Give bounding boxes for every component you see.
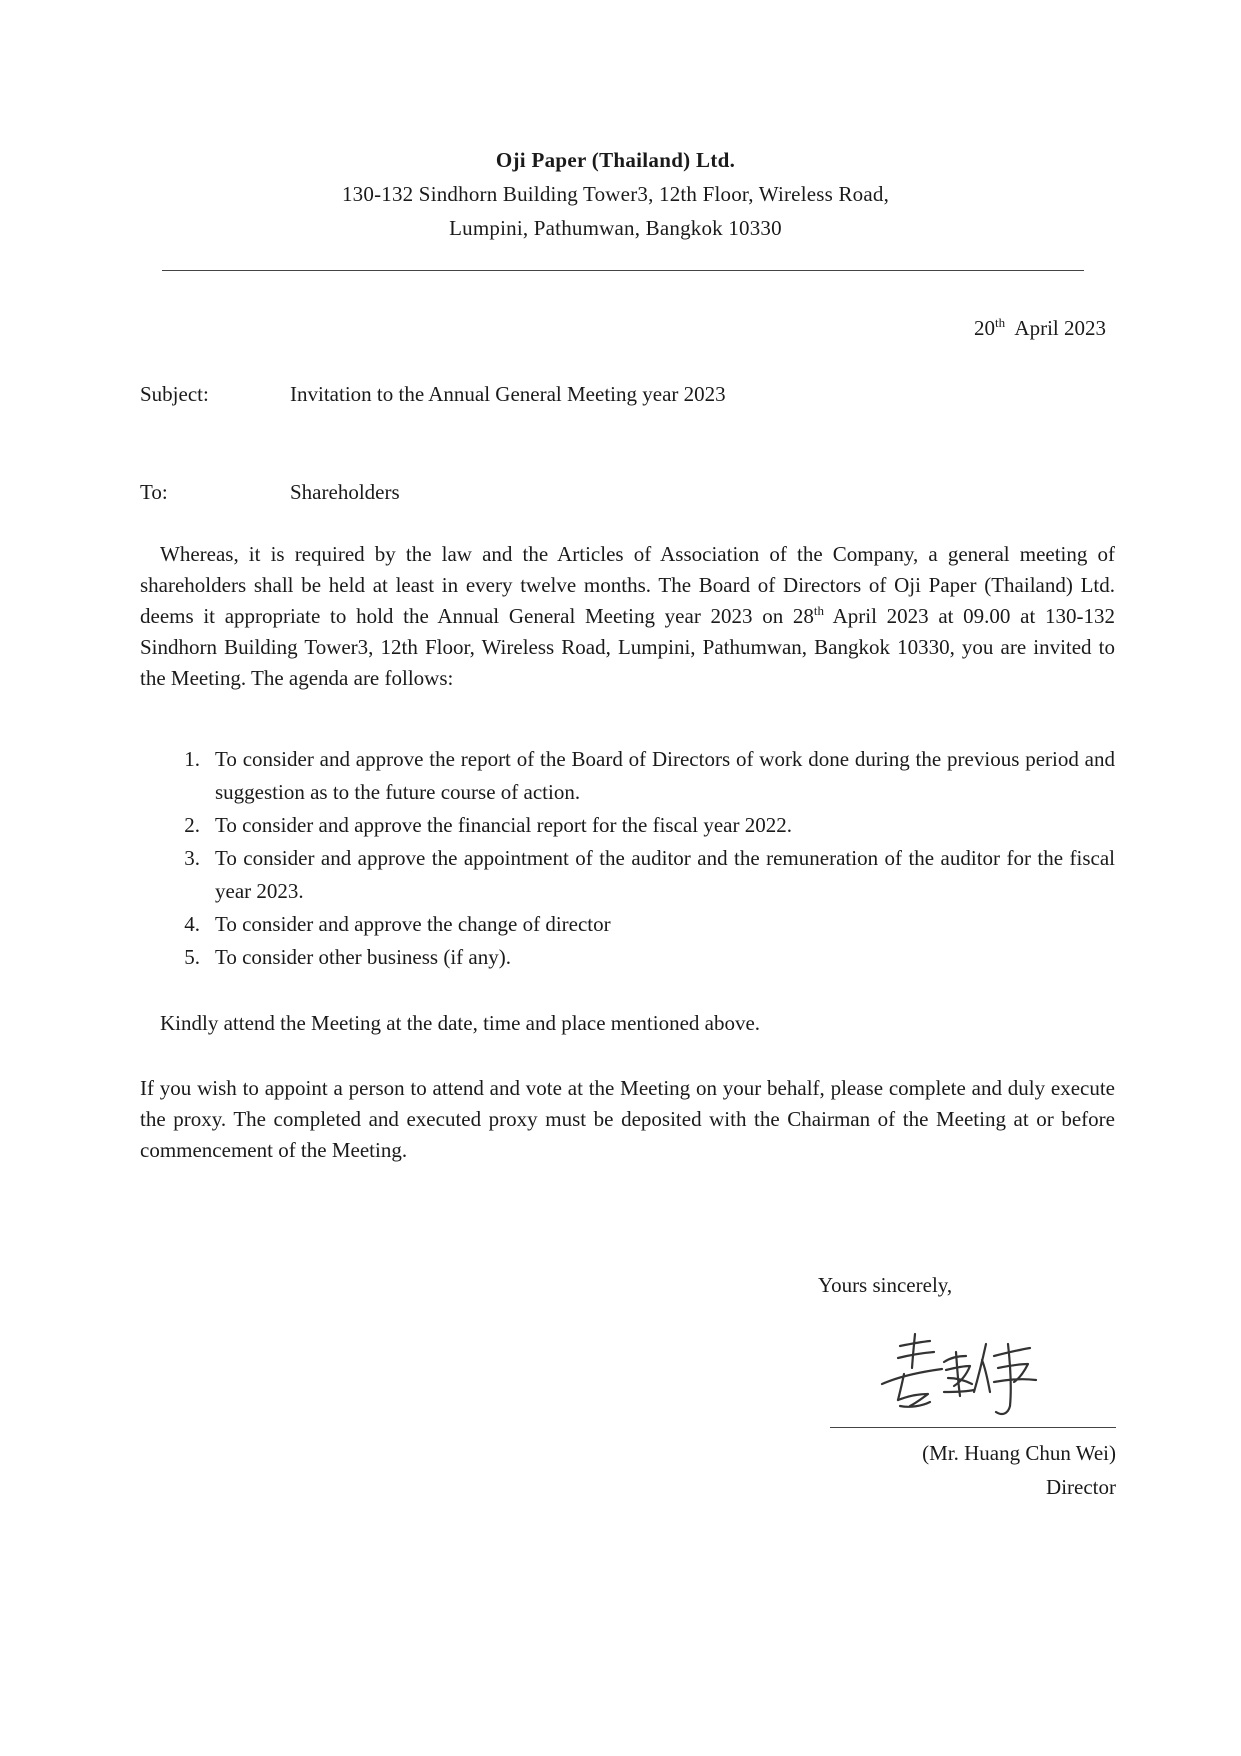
proxy-paragraph: If you wish to appoint a person to attend and vote at the Meeting on your behalf, please complete and duly execute the proxy. The completed and executed proxy must be deposited with the Chairman of the Meeting at or before commencement of the Meeting. [140, 1076, 1115, 1162]
company-name: Oji Paper (Thailand) Ltd. [495, 148, 736, 172]
agenda-item [170, 908, 1115, 941]
agenda-item [170, 809, 1115, 842]
agenda-item-text: To consider other business (if any). [215, 945, 511, 969]
recipient-label: To: [140, 480, 168, 504]
agenda-item-text: To consider and approve the report of the Board of Directors of work done during the previous period and suggestion as to the future course of action. [215, 747, 1115, 804]
closing-salutation: Yours sincerely, [818, 1273, 953, 1297]
letterhead-divider [162, 270, 1084, 271]
date-suffix: th [994, 315, 1006, 330]
signer-name: (Mr. Huang Chun Wei) [922, 1441, 1116, 1465]
agenda-item-number: 5. [184, 945, 200, 969]
signer-block [922, 1436, 1116, 1504]
intro-text-part-2: April 2023 at 09.00 at 130-132 Sindhorn Building Tower3, 12th Floor, Wireless Road, Lumpini, Pathumwan, Bangkok 10330, you are invited to the Meeting. The agenda are follows: [140, 604, 1115, 690]
intro-text-part-1: Whereas, it is required by the law and the Articles of Association of the Company, a general meeting of shareholders shall be held at least in every twelve months. The Board of Directors of Oji Paper (Thailand) Ltd. deems it appropriate to hold the Annual General Meeting year 2023 on [140, 542, 1115, 628]
intro-paragraph [140, 539, 1115, 694]
agenda-item [170, 842, 1115, 908]
agenda-item-number: 4. [184, 912, 200, 936]
signer-title: Director [1046, 1475, 1116, 1499]
subject-label: Subject: [140, 382, 209, 406]
agenda-item [170, 941, 1115, 974]
agenda-item-text: To consider and approve the appointment of the auditor and the remuneration of the auditor for the fiscal year 2023. [215, 846, 1115, 903]
agenda-item-number: 2. [184, 813, 200, 837]
date-day: 20 [973, 316, 995, 340]
letter-date [974, 308, 1106, 343]
recipient-line [140, 477, 400, 507]
agenda-item [170, 743, 1115, 809]
company-address-line-1: 130-132 Sindhorn Building Tower3, 12th Floor, Wireless Road, [341, 182, 890, 206]
company-address-line-2: Lumpini, Pathumwan, Bangkok 10330 [449, 216, 782, 240]
subject-line [140, 379, 726, 409]
agenda-item-number: 1. [184, 747, 200, 771]
signature-line [830, 1427, 1116, 1428]
meeting-day: 28 [792, 604, 814, 628]
agenda-item-number: 3. [184, 846, 200, 870]
meeting-day-suffix: th [813, 603, 825, 618]
subject-value: Invitation to the Annual General Meeting year 2023 [290, 382, 726, 406]
letterhead [0, 143, 1241, 245]
attendance-paragraph: Kindly attend the Meeting at the date, time and place mentioned above. [160, 1011, 761, 1035]
handwritten-signature-icon [870, 1322, 1070, 1422]
agenda-list [170, 743, 1115, 974]
agenda-item-text: To consider and approve the financial report for the fiscal year 2022. [215, 813, 792, 837]
agenda-item-text: To consider and approve the change of director [215, 912, 611, 936]
date-month-year: April 2023 [1014, 316, 1106, 340]
recipient-value: Shareholders [290, 480, 400, 504]
